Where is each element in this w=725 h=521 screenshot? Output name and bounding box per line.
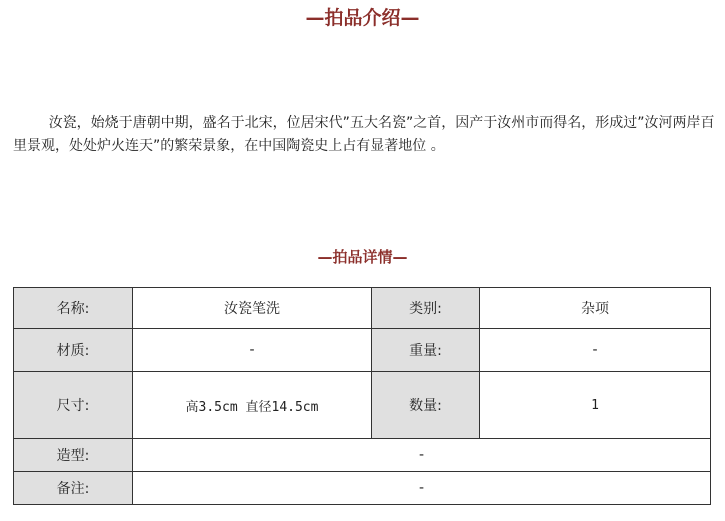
- intro-paragraph: 汝瓷，始烧于唐朝中期，盛名于北宋，位居宋代”五大名瓷”之首，因产于汝州市而得名，形成过”汝河两岸百里景观，处处炉火连天”的繁荣景象，在中国陶瓷史上占有显著地位 。: [13, 115, 715, 154]
- category-label: 类别:: [372, 288, 480, 329]
- name-label: 名称:: [14, 288, 133, 329]
- intro-section-title: —拍品介绍—: [305, 7, 420, 29]
- material-value: -: [133, 329, 372, 372]
- quantity-value: 1: [480, 372, 711, 439]
- shape-value: -: [133, 439, 711, 472]
- details-table: [13, 287, 711, 505]
- weight-value: -: [480, 329, 711, 372]
- name-value: 汝瓷笔洗: [133, 288, 372, 329]
- weight-label: 重量:: [372, 329, 480, 372]
- size-value: 高3.5cm 直径14.5cm: [133, 372, 372, 439]
- material-label: 材质:: [14, 329, 133, 372]
- table-row: [14, 439, 711, 472]
- shape-label: 造型:: [14, 439, 133, 472]
- remark-label: 备注:: [14, 472, 133, 505]
- remark-value: -: [133, 472, 711, 505]
- size-label: 尺寸:: [14, 372, 133, 439]
- table-row: [14, 372, 711, 439]
- category-value: 杂项: [480, 288, 711, 329]
- table-row: [14, 288, 711, 329]
- table-row: [14, 329, 711, 372]
- quantity-label: 数量:: [372, 372, 480, 439]
- details-section-title: —拍品详情—: [317, 248, 408, 266]
- table-row: [14, 472, 711, 505]
